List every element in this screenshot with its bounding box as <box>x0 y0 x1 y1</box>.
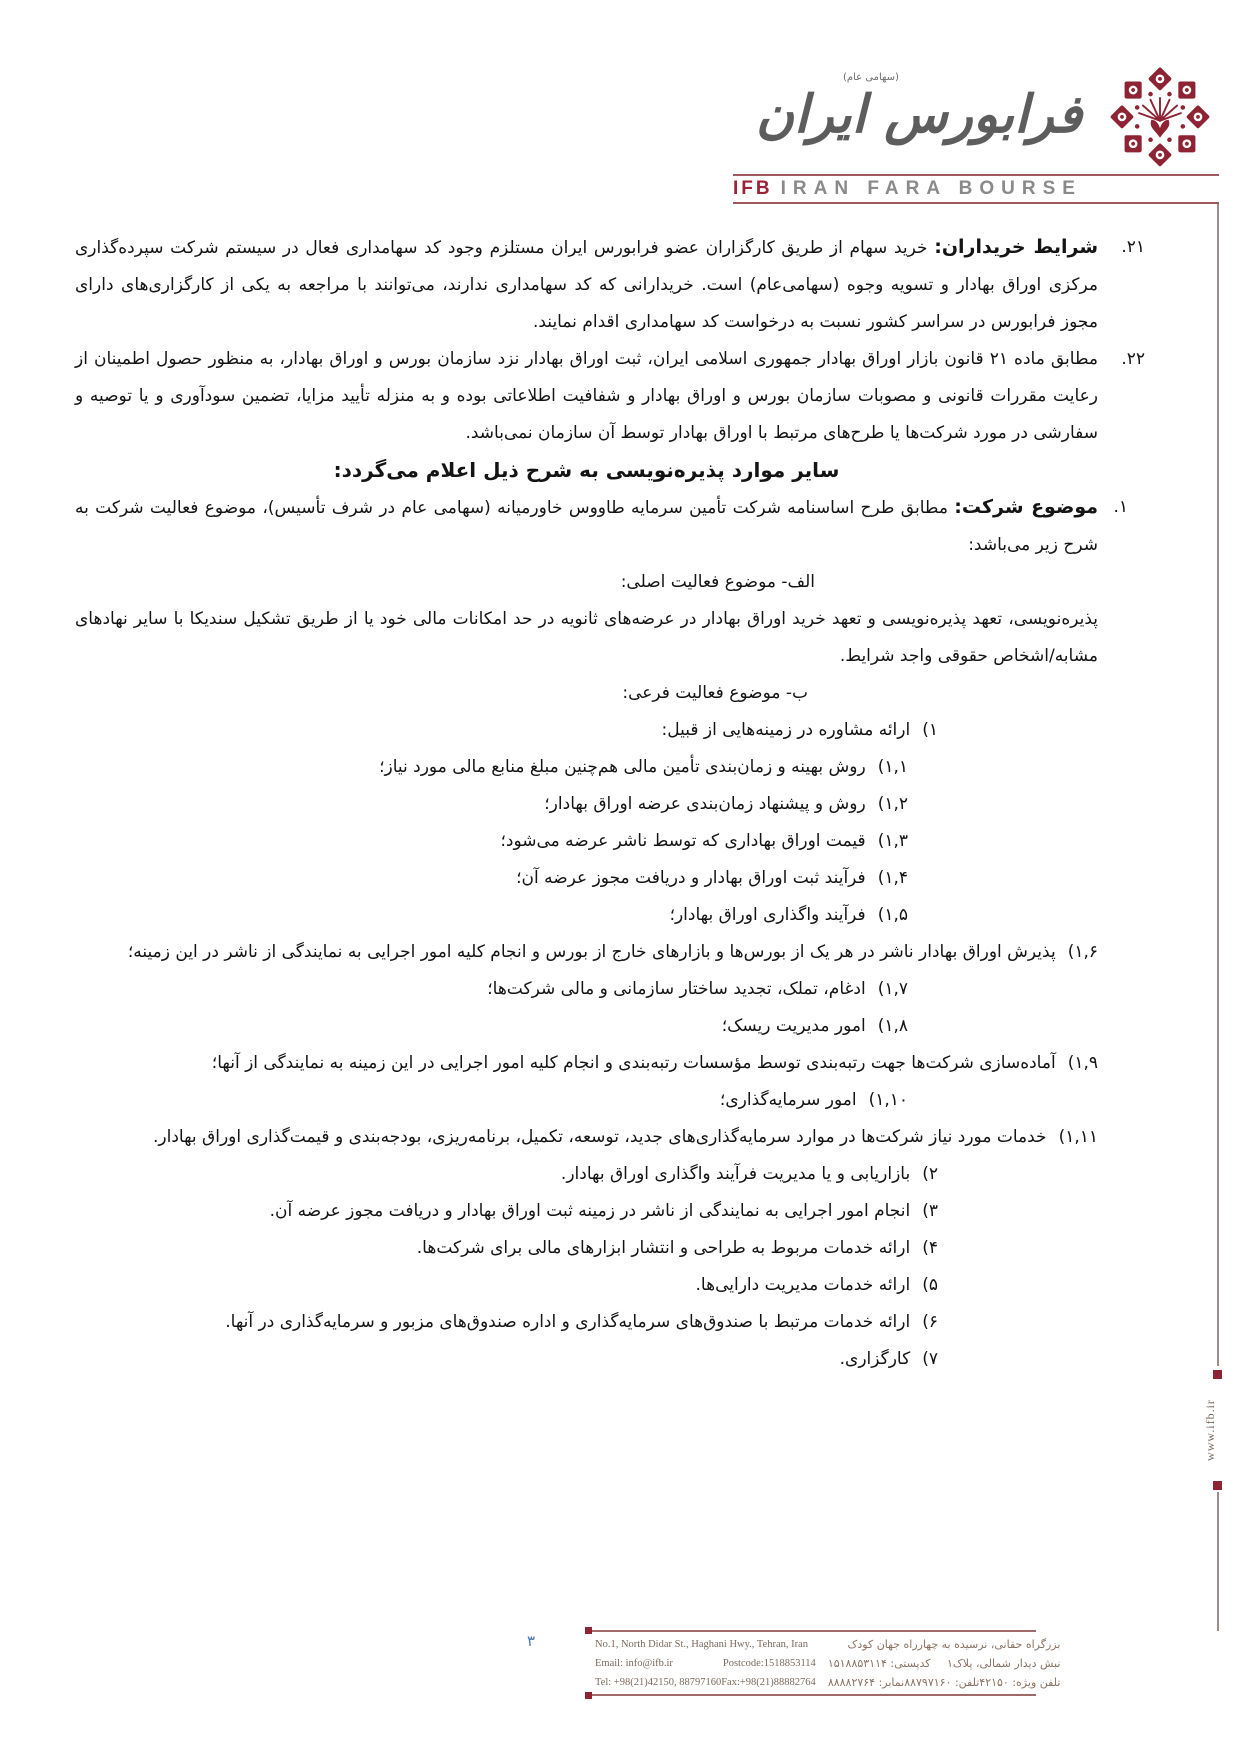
subsection-alef-paragraph: پذیره‌نویسی، تعهد پذیره‌نویسی و تعهد خرید اوراق بهادار در عرضه‌های ثانویه در حد امکانات مالی خود یا از طریق تشکیل سندیکا با سایر نهادهای مشابه/اشخاص حقوقی واجد شرایط. <box>75 609 1098 666</box>
header-rule-top <box>733 174 1219 176</box>
clause-21-text: خرید سهام از طریق کارگزاران عضو فرابورس ایران مستلزم وجود کد سهامداری فعال در سیستم شرکت سپرده‌گذاری مرکزی اوراق بهادار و تسویه وجوه (سهامی‌عام) است. خریدارانی که کد سهامداری ندارند، می‌توانند با مراجعه به یکی از کارگزاری‌های دارای مجوز فرابورس در سراسر کشور نسبت به درخواست کد سهامداری اقدام نمایند. <box>75 238 1098 332</box>
subsection-be-heading: ب- موضوع فعالیت فرعی: <box>622 683 808 703</box>
list-item-marker: ۱,۸) <box>877 1016 908 1036</box>
footer-fa-fax: نمابر: ۸۸۸۸۲۷۶۴ <box>827 1676 905 1689</box>
footer-en-postcode: Postcode:1518853114 <box>722 1658 816 1669</box>
document-body <box>75 229 1145 1378</box>
clause-1 <box>75 489 1128 564</box>
list-item <box>75 934 1098 971</box>
list-item <box>75 1008 1098 1045</box>
list-item <box>75 712 1098 749</box>
clause-1-text: مطابق طرح اساسنامه شرکت تأمین سرمایه طاووس خاورمیانه (سهامی عام در شرف تأسیس)، موضوع فعالیت شرکت به شرح زیر می‌باشد: <box>75 498 1098 555</box>
list-item <box>75 1082 1098 1119</box>
list-item-text: ارائه خدمات مربوط به طراحی و انتشار ابزارهای مالی برای شرکت‌ها. <box>416 1238 911 1258</box>
wordmark-ifb: IFB <box>733 178 773 199</box>
list-item-marker: ۱,۱) <box>877 757 908 777</box>
page-number: ۳ <box>527 1632 536 1650</box>
list-item <box>75 971 1098 1008</box>
list-item-marker: ۲) <box>922 1164 938 1184</box>
list-item <box>75 860 1098 897</box>
ifb-wordmark <box>733 177 1219 201</box>
list-item-marker: ۱,۲) <box>877 794 908 814</box>
list-item <box>75 749 1098 786</box>
list-item-text: امور مدیریت ریسک؛ <box>721 1016 866 1036</box>
list-item-text: روش بهینه و زمان‌بندی تأمین مالی هم‌چنین مبلغ منابع مالی مورد نیاز؛ <box>379 757 866 777</box>
list-item-marker: ۱,۳) <box>877 831 908 851</box>
list-item-text: ادغام، تملک، تجدید ساختار سازمانی و مالی شرکت‌ها؛ <box>487 979 866 999</box>
wordmark-text: IRAN FARA BOURSE <box>780 178 1082 199</box>
list-item-marker: ۱,۴) <box>877 868 908 888</box>
footer-contact-box <box>587 1630 1061 1696</box>
list-item-marker: ۱,۱۰) <box>868 1090 908 1110</box>
list-item-text: آماده‌سازی شرکت‌ها جهت رتبه‌بندی توسط مؤسسات رتبه‌بندی و انجام کلیه امور اجرایی در این زمینه به نمایندگی از آنها؛ <box>211 1053 1056 1073</box>
ifb-logo-calligraphy: فرابورس ایران <box>755 83 1083 145</box>
list-item <box>75 1119 1098 1156</box>
list-item <box>75 1267 1098 1304</box>
footer-en-tel: Tel: +98(21)42150, 88797160 <box>595 1677 722 1688</box>
header-rule-bottom <box>733 202 1219 204</box>
subsection-alef-heading: الف- موضوع فعالیت اصلی: <box>620 572 815 592</box>
rule-square-top <box>1213 1370 1222 1379</box>
list-item-marker: ۶) <box>922 1312 938 1332</box>
list-item-marker: ۱,۹) <box>1067 1053 1098 1073</box>
list-item-text: ارائه خدمات مدیریت دارایی‌ها. <box>695 1275 911 1295</box>
list-item-marker: ۳) <box>922 1201 938 1221</box>
footer-en-fax: Fax:+98(21)88882764 <box>721 1677 816 1688</box>
clause-22-text: مطابق ماده ۲۱ قانون بازار اوراق بهادار جمهوری اسلامی ایران، ثبت اوراق بهادار نزد سازمان بورس و اوراق بهادار، به منظور حصول اطمینان از رعایت مقررات قانونی و مصوبات سازمان بورس و اوراق بهادار و شفافیت اطلاعاتی بوده و به منزله تأیید مزایا، تضمین سودآوری و یا توصیه و سفارشی در مورد شرکت‌ها یا طرح‌های مرتبط با اوراق بهادار توسط آن سازمان نمی‌باشد. <box>75 349 1098 443</box>
list-item-marker: ۵) <box>922 1275 938 1295</box>
list-item-marker: ۴) <box>922 1238 938 1258</box>
right-vertical-rule <box>1217 204 1219 1366</box>
footer-fa-address-line: بزرگراه حقانی، نرسیده به چهارراه جهان کودک <box>847 1638 1061 1651</box>
list-item <box>75 823 1098 860</box>
list-item-text: انجام امور اجرایی به نمایندگی از ناشر در زمینه ثبت اوراق بهادار و دریافت مجوز عرضه آن. <box>269 1201 911 1221</box>
list-item-marker: ۱) <box>922 720 938 740</box>
footer-fa-postcode: کدپستی: ۱۵۱۸۸۵۳۱۱۴ <box>827 1657 931 1670</box>
footer-address-fa <box>822 1632 1069 1694</box>
list-item-text: بازاریابی و یا مدیریت فرآیند واگذاری اوراق بهادار. <box>560 1164 911 1184</box>
clause-22-number: ۲۲. <box>1121 349 1145 369</box>
clause-21-label: شرایط خریداران: <box>934 236 1099 258</box>
list-item <box>75 1045 1098 1082</box>
rule-square-bottom <box>1213 1481 1222 1490</box>
clause-1-number: ۱. <box>1113 497 1128 517</box>
list-item-text: قیمت اوراق بهاداری که توسط ناشر عرضه می‌شود؛ <box>500 831 866 851</box>
list-item <box>75 1230 1098 1267</box>
list-item <box>75 897 1098 934</box>
clause-21-number: ۲۱. <box>1121 237 1145 257</box>
list-item-text: کارگزاری. <box>839 1349 911 1369</box>
right-vertical-rule-lower <box>1217 1492 1219 1631</box>
list-item-text: امور سرمایه‌گذاری؛ <box>719 1090 857 1110</box>
footer-en-address-line: No.1, North Didar St., Haghani Hwy., Tehran, Iran <box>595 1639 809 1650</box>
clause-22 <box>75 341 1145 452</box>
clause-1-label: موضوع شرکت: <box>954 496 1099 518</box>
footer-address-en <box>587 1632 822 1694</box>
footer-square-bottom <box>585 1692 592 1699</box>
ifb-emblem-icon <box>1103 58 1217 172</box>
list-item-marker: ۱,۶) <box>1067 942 1098 962</box>
list-item-text: ارائه مشاوره در زمینه‌هایی از قبیل: <box>661 720 911 740</box>
list-item <box>75 786 1098 823</box>
list-item-marker: ۷) <box>922 1349 938 1369</box>
list-item <box>75 1156 1098 1193</box>
list-item <box>75 1304 1098 1341</box>
list-item-marker: ۱,۵) <box>877 905 908 925</box>
list-item-text: پذیرش اوراق بهادار ناشر در هر یک از بورس‌ها و بازارهای خارج از بورس و انجام کلیه امور اجرایی به نمایندگی از ناشر در این زمینه؛ <box>127 942 1056 962</box>
footer-fa-tel-special: تلفن ویژه: ۴۲۱۵۰ <box>979 1676 1061 1689</box>
section-heading: سایر موارد پذیره‌نویسی به شرح ذیل اعلام می‌گردد: <box>333 458 840 482</box>
list-item <box>75 1193 1098 1230</box>
logo-subtext: (سهامی عام) <box>843 72 899 83</box>
website-vertical-text: www.ifb.ir <box>1203 1399 1217 1461</box>
footer-en-email: Email: info@ifb.ir <box>595 1658 673 1669</box>
list-item-text: فرآیند ثبت اوراق بهادار و دریافت مجوز عرضه آن؛ <box>516 868 866 888</box>
footer-fa-tel: تلفن: ۸۸۷۹۷۱۶۰ <box>904 1676 980 1689</box>
list-item-text: خدمات مورد نیاز شرکت‌ها در موارد سرمایه‌گذاری‌های جدید، توسعه، تکمیل، برنامه‌ریزی، بودجه‌بندی و قیمت‌گذاری اوراق بهادار. <box>153 1127 1047 1147</box>
clause-21 <box>75 229 1145 341</box>
list-item-text: ارائه خدمات مرتبط با صندوق‌های سرمایه‌گذاری و اداره صندوق‌های مزبور و سرمایه‌گذاری در آنها. <box>225 1312 911 1332</box>
list-item-marker: ۱,۱۱) <box>1058 1127 1098 1147</box>
footer-fa-address2: نبش دیدار شمالی، پلاک۱ <box>947 1657 1061 1670</box>
list-item-marker: ۱,۷) <box>877 979 908 999</box>
list-item-text: فرآیند واگذاری اوراق بهادار؛ <box>669 905 866 925</box>
footer-rule-bottom <box>587 1694 1036 1696</box>
list-item-text: روش و پیشنهاد زمان‌بندی عرضه اوراق بهادار؛ <box>544 794 866 814</box>
list-item <box>75 1341 1098 1378</box>
